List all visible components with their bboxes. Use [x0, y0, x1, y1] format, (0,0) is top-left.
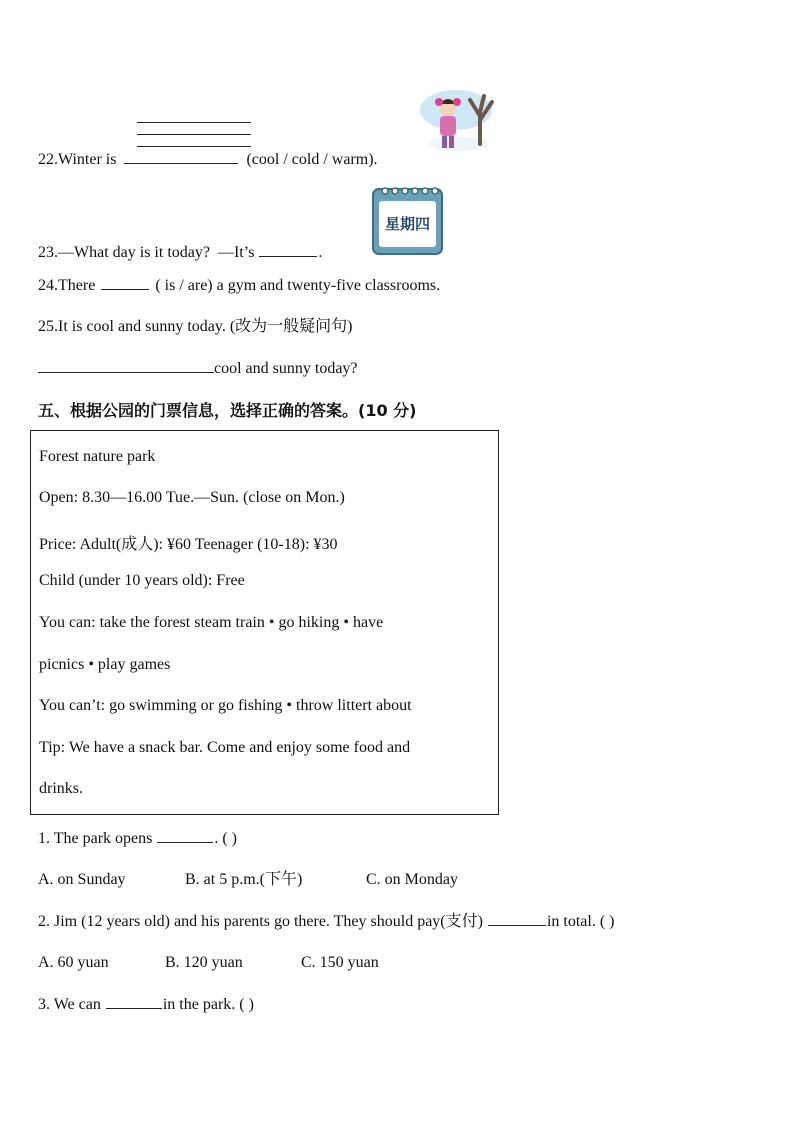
question-24: [38, 275, 440, 296]
calendar-icon: [371, 183, 444, 256]
activities-cannot: You can’t: go swimming or go fishing • throw littert about: [39, 697, 412, 714]
mc-q1-option-a[interactable]: A. on Sunday: [38, 871, 126, 888]
answer-blank[interactable]: [124, 149, 238, 164]
question-text: It is cool and sunny today. (改为一般疑问句): [58, 318, 353, 335]
mc-q2-option-b[interactable]: B. 120 yuan: [165, 954, 243, 971]
question-number: 23.: [38, 244, 58, 261]
answer-blank[interactable]: [259, 242, 317, 257]
child-price: Child (under 10 years old): Free: [39, 572, 245, 589]
answer-blank[interactable]: [38, 358, 214, 373]
mc-q1-option-c[interactable]: C. on Monday: [366, 871, 458, 888]
ticket-price: Price: Adult(成人): ¥60 Teenager (10-18): ¥30: [39, 536, 338, 553]
tip-text: Tip: We have a snack bar. Come and enjoy some food and: [39, 739, 411, 756]
activities-can: You can: take the forest steam train • go hiking • have: [39, 614, 384, 631]
question-22: [38, 149, 378, 170]
answer-blank[interactable]: [488, 911, 546, 926]
question-25-answer: [38, 358, 358, 379]
answer-tail: cool and sunny today?: [214, 360, 358, 377]
mc-q2-option-a[interactable]: A. 60 yuan: [38, 954, 109, 971]
mc-question-2: [38, 911, 615, 932]
question-23: [38, 242, 322, 263]
answer-prefix: —It’s: [217, 244, 255, 261]
question-number: 25.: [38, 318, 58, 335]
answer-bracket: . ( ): [214, 830, 237, 847]
answer-bracket: in the park. ( ): [162, 996, 254, 1013]
question-options: (cool / cold / warm).: [246, 151, 378, 168]
mc-q2-option-c[interactable]: C. 150 yuan: [301, 954, 379, 971]
question-text: There: [58, 277, 96, 294]
question-text: Winter is: [58, 151, 117, 168]
mc-question-3: [38, 994, 254, 1015]
ticket-info-box: [30, 430, 499, 815]
question-text: 3. We can: [38, 996, 101, 1013]
opening-hours: Open: 8.30—16.00 Tue.—Sun. (close on Mon.): [39, 489, 345, 506]
mc-question-1: [38, 828, 237, 849]
answer-blank[interactable]: [106, 994, 162, 1009]
question-end: .: [318, 244, 323, 261]
answer-blank[interactable]: [101, 275, 149, 290]
answer-blank[interactable]: [157, 828, 213, 843]
tip-text-cont: drinks.: [39, 780, 83, 797]
activities-can-cont: picnics • play games: [39, 656, 171, 673]
answer-bracket: in total. ( ): [546, 913, 615, 930]
girl-winter-illustration: [418, 86, 502, 156]
question-text: —What day is it today?: [58, 244, 210, 261]
question-text: 2. Jim (12 years old) and his parents go there. They should pay(支付): [38, 913, 483, 930]
question-25: [38, 317, 353, 337]
calendar-label: 星期四: [384, 215, 431, 233]
mc-q1-option-b[interactable]: B. at 5 p.m.(下午): [185, 871, 303, 888]
park-name: Forest nature park: [39, 448, 156, 465]
section-title: 五、根据公园的门票信息，选择正确的答案。(10 分): [38, 401, 417, 420]
question-number: 22.: [38, 151, 58, 168]
question-text: ( is / are) a gym and twenty-five classrooms.: [155, 277, 441, 294]
question-number: 24.: [38, 277, 58, 294]
question-text: 1. The park opens: [38, 830, 153, 847]
